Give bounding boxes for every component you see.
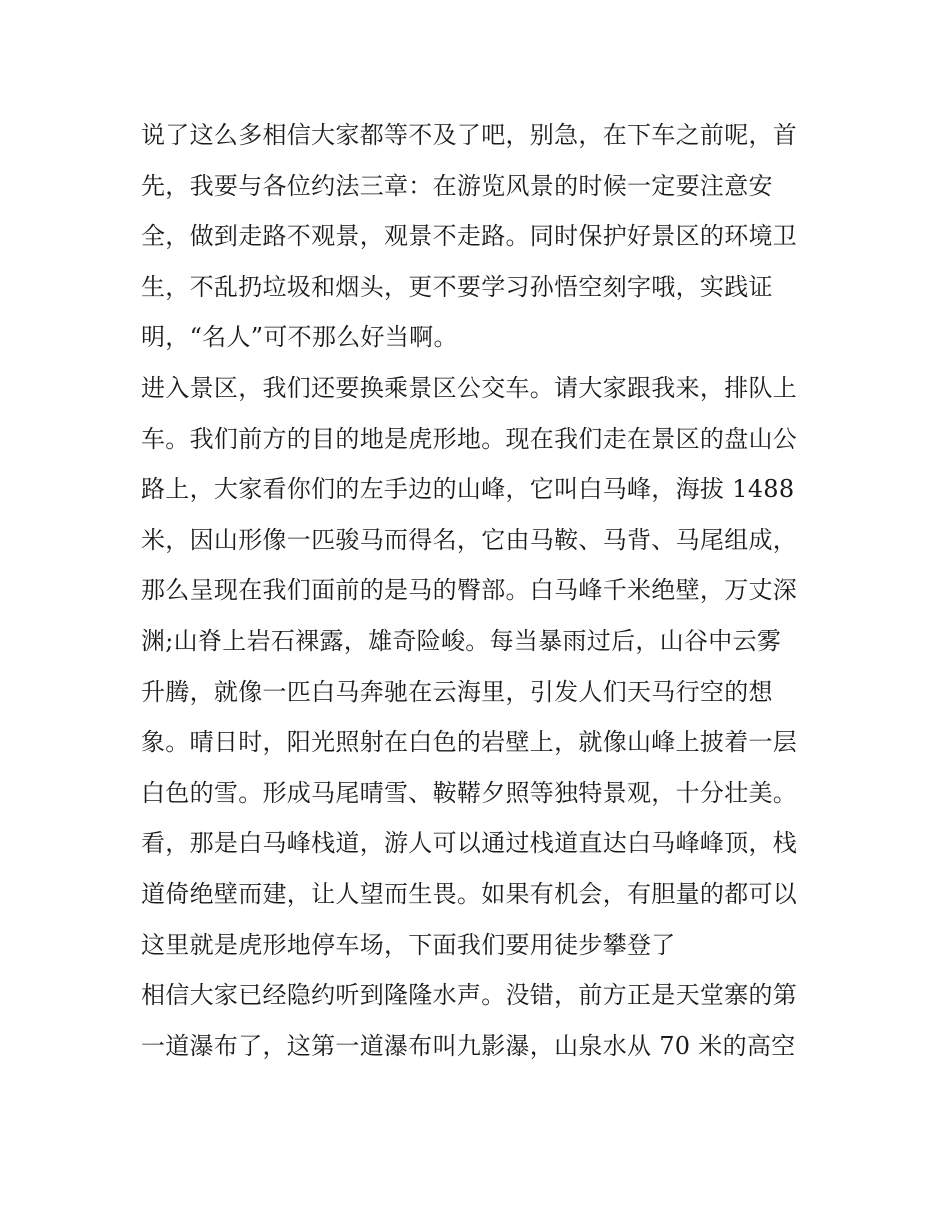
text-line: 看，那是白马峰栈道，游人可以通过栈道直达白马峰峰顶，栈 — [141, 829, 798, 858]
text-line: 相信大家已经隐约听到隆隆水声。没错，前方正是天堂寨的第 — [141, 981, 798, 1010]
text-line: 象。晴日时，阳光照射在白色的岩壁上，就像山峰上披着一层 — [141, 728, 798, 757]
text-line: 说了这么多相信大家都等不及了吧，别急，在下车之前呢，首 — [141, 121, 798, 149]
paragraph — [141, 110, 821, 363]
paragraph — [141, 920, 821, 971]
text-line: 进入景区，我们还要换乘景区公交车。请大家跟我来，排队上 — [141, 373, 798, 402]
document-body — [141, 110, 821, 1071]
text-line: 米，因山形像一匹骏马而得名，它由马鞍、马背、马尾组成， — [141, 525, 798, 554]
text-line: 生，不乱扔垃圾和烟头，更不要学习孙悟空刻字哦，实践证 — [141, 272, 773, 301]
text-line: 那么呈现在我们面前的是马的臀部。白马峰千米绝壁，万丈深 — [141, 576, 798, 605]
text-line: 明，“名人”可不那么好当啊。 — [141, 323, 458, 352]
text-line: 这里就是虎形地停车场，下面我们要用徒步攀登了 — [141, 930, 676, 959]
text-line: 道倚绝壁而建，让人望而生畏。如果有机会，有胆量的都可以 — [141, 879, 798, 908]
text-line: 白色的雪。形成马尾晴雪、鞍鞯夕照等独特景观，十分壮美。 — [141, 778, 798, 807]
text-line: 渊;山脊上岩石裸露，雄奇险峻。每当暴雨过后，山谷中云雾 — [141, 626, 782, 655]
text-line: 先，我要与各位约法三章：在游览风景的时候一定要注意安 — [141, 171, 773, 200]
text-line: 路上，大家看你们的左手边的山峰，它叫白马峰，海拔 1488 — [141, 475, 795, 504]
text-line: 车。我们前方的目的地是虎形地。现在我们走在景区的盘山公 — [141, 424, 798, 453]
text-line: 升腾，就像一匹白马奔驰在云海里，引发人们天马行空的想 — [141, 677, 773, 706]
text-line: 一道瀑布了，这第一道瀑布叫九影瀑，山泉水从 70 米的高空 — [141, 1031, 796, 1060]
text-line: 全，做到走路不观景，观景不走路。同时保护好景区的环境卫 — [141, 222, 798, 251]
paragraph — [141, 363, 821, 920]
paragraph — [141, 970, 821, 1071]
